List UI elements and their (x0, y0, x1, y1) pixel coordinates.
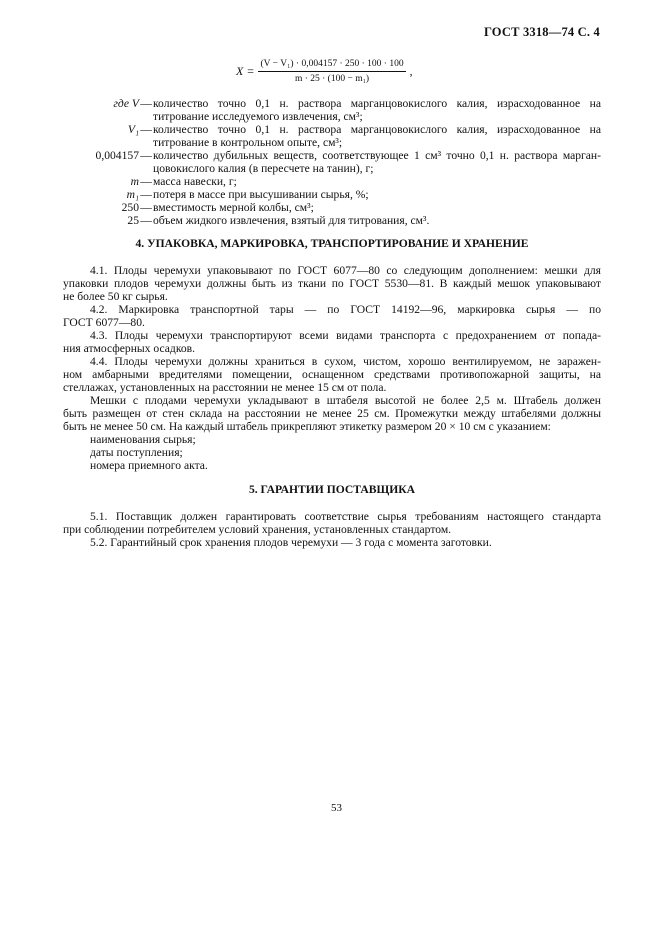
definition-item (63, 214, 601, 227)
text-line: объем жидкого извлечения, взятый для титрования, см³. (153, 214, 430, 227)
definition-dash: — (140, 97, 152, 110)
text-line: не более 50 кг сырья. (63, 290, 168, 303)
definition-symbol: 250 (121, 201, 139, 214)
text-line: быть размещен от стен склада на расстоянии не менее 25 см. Промежутки между штабелями должны (63, 407, 601, 420)
text-line: стеллажах, установленных на расстоянии не менее 15 см от пола. (63, 381, 387, 394)
definition-dash: — (140, 175, 152, 188)
text-line: количество точно 0,1 н. раствора марганцовокислого калия, израсходованное на (153, 123, 601, 136)
text-line: количество дубильных веществ, соответствующее 1 см³ точно 0,1 н. раствора марган- (153, 149, 601, 162)
section-4-body (63, 264, 601, 472)
definition-item (63, 97, 601, 123)
text-line: титрование в контрольном опыте, см³; (153, 136, 343, 149)
text-line: быть не менее 50 см. На каждый штабель прикрепляют этикетку размером 20 × 10 см с указанием: (63, 420, 551, 433)
formula-denominator: m · 25 · (100 − m₁) (294, 74, 370, 84)
paragraph (63, 264, 601, 303)
text-line: 4.2. Маркировка транспортной тары — по ГОСТ 14192—96, маркировка сырья — по (90, 303, 601, 316)
definition-text (153, 201, 601, 214)
definition-symbol: m₁ (126, 188, 139, 201)
formula-fraction (258, 58, 405, 85)
text-line: упаковки плодов черемухи должны быть из ткани по ГОСТ 5530—81. В каждый мешок упаковывают (63, 277, 601, 290)
definition-text (153, 123, 601, 149)
text-line: масса навески, г; (153, 175, 237, 188)
paragraph (63, 355, 601, 394)
paragraph (63, 303, 601, 329)
text-line: 5.2. Гарантийный срок хранения плодов черемухи — 3 года с момента заготовки. (90, 536, 492, 549)
list-item: наименования сырья; (90, 433, 196, 446)
paragraph (63, 536, 601, 549)
definition-text (153, 214, 601, 227)
definition-item (63, 175, 601, 188)
definition-symbol: V₁ (127, 123, 139, 136)
definition-symbol: 25 (127, 214, 139, 227)
definition-item (63, 201, 601, 214)
formula-lhs: X = (236, 64, 255, 78)
text-line: вместимость мерной колбы, см³; (153, 201, 314, 214)
definition-text (153, 175, 601, 188)
text-line: при соблюдении потребителем условий хранения, установленных стандартом. (63, 523, 452, 536)
definition-symbol: m (130, 175, 139, 188)
definition-dash: — (140, 188, 152, 201)
list-item: даты поступления; (90, 446, 183, 459)
paragraph (63, 394, 601, 433)
document-header: ГОСТ 3318—74 С. 4 (483, 25, 600, 39)
formula (236, 58, 413, 85)
definitions-list (63, 97, 601, 227)
list-item: номера приемного акта. (90, 459, 208, 472)
paragraph (63, 510, 601, 536)
definition-item (63, 149, 601, 175)
text-line: 4.1. Плоды черемухи упаковывают по ГОСТ 6077—80 со следующим дополнением: мешки для (90, 264, 601, 277)
text-line: ном амбарными вредителями помещении, оснащенном средствами противопожарной защиты, на (63, 368, 601, 381)
formula-numerator: (V − V₁) · 0,004157 · 250 · 100 · 100 (258, 58, 405, 72)
text-line: 4.4. Плоды черемухи должны храниться в сухом, чистом, хорошо вентилируемом, не заражен- (90, 355, 601, 368)
text-line: титрование исследуемого извлечения, см³; (153, 110, 363, 123)
text-line: ГОСТ 6077—80. (63, 316, 145, 329)
text-line: потеря в массе при высушивании сырья, %; (153, 188, 369, 201)
definition-dash: — (140, 123, 152, 136)
definition-dash: — (140, 201, 152, 214)
section-5-heading: 5. ГАРАНТИИ ПОСТАВЩИКА (248, 483, 416, 496)
text-line: цовокислого калия (в пересчете на танин), г; (153, 162, 374, 175)
definition-text (153, 149, 601, 175)
definition-text (153, 97, 601, 123)
text-line: 4.3. Плоды черемухи транспортируют всеми видами транспорта с предохранением от попада- (90, 329, 601, 342)
definition-dash: — (140, 149, 152, 162)
definition-text (153, 188, 601, 201)
definition-dash: — (140, 214, 152, 227)
section-5-body (63, 510, 601, 549)
page-number: 53 (331, 802, 342, 814)
section-4-heading: 4. УПАКОВКА, МАРКИРОВКА, ТРАНСПОРТИРОВАНИЕ И ХРАНЕНИЕ (135, 237, 529, 250)
definition-item (63, 188, 601, 201)
formula-comma: , (409, 65, 413, 78)
paragraph (63, 329, 601, 355)
definition-item (63, 123, 601, 149)
text-line: количество точно 0,1 н. раствора марганцовокислого калия, израсходованное на (153, 97, 601, 110)
definition-symbol: где V (113, 97, 139, 110)
definition-symbol: 0,004157 (95, 149, 139, 162)
text-line: ния атмосферных осадков. (63, 342, 196, 355)
text-line: 5.1. Поставщик должен гарантировать соответствие сырья требованиям настоящего стандарта (90, 510, 601, 523)
text-line: Мешки с плодами черемухи укладывают в штабеля высотой не более 2,5 м. Штабель должен (90, 394, 601, 407)
